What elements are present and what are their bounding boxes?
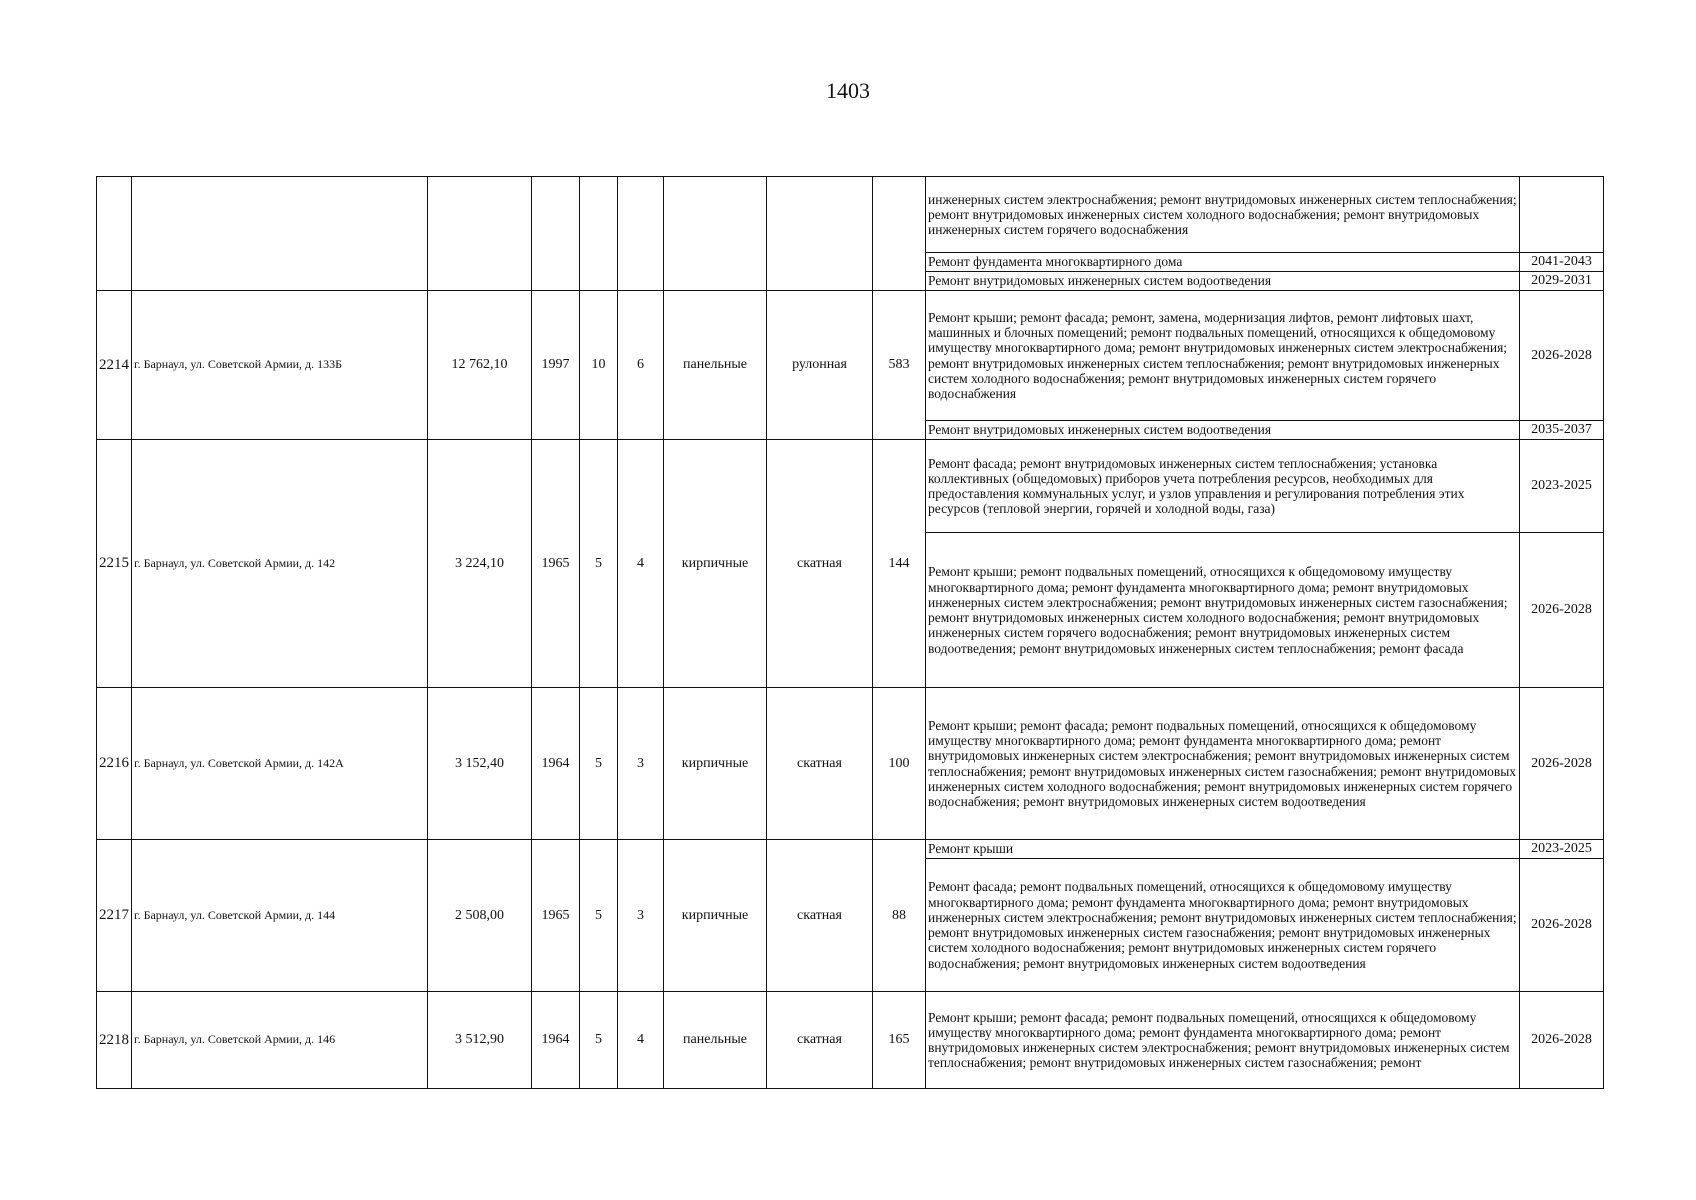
address-cell: г. Барнаул, ул. Советской Армии, д. 142	[132, 440, 428, 688]
row-number	[97, 177, 132, 291]
roof-cell: скатная	[767, 992, 873, 1089]
walls-cell: кирпичные	[664, 840, 767, 992]
work-period: 2026-2028	[1520, 533, 1604, 688]
work-description: Ремонт фундамента многоквартирного дома	[926, 253, 1520, 272]
floors-cell: 5	[580, 688, 618, 840]
year-cell: 1964	[532, 688, 580, 840]
year-cell: 1964	[532, 992, 580, 1089]
address-cell	[132, 177, 428, 291]
capital-repair-table	[96, 176, 1604, 1089]
table-row	[97, 992, 1604, 1089]
roof-cell: скатная	[767, 840, 873, 992]
entrances-cell: 6	[618, 291, 664, 440]
work-description: Ремонт крыши; ремонт подвальных помещений, относящихся к общедомовому имуществу многоквартирного дома; ремонт фундамента многоквартирного дома; ремонт внутридомовых инженерных систем электроснабжения; ремонт внутридомовых инженерных систем газоснабжения; ремонт внутридомовых инженерных систем холодного водоснабжения; ремонт внутридомовых инженерных систем горячего водоснабжения; ремонт внутридомовых инженерных систем водоотведения; ремонт внутридомовых инженерных систем теплоснабжения; ремонт фасада	[926, 533, 1520, 688]
year-cell	[532, 177, 580, 291]
work-period: 2026-2028	[1520, 291, 1604, 421]
table-row	[97, 291, 1604, 421]
work-description: инженерных систем электроснабжения; ремонт внутридомовых инженерных систем теплоснабжения; ремонт внутридомовых инженерных систем холодного водоснабжения; ремонт внутридомовых инженерных систем горячего водоснабжения	[926, 177, 1520, 253]
floors-cell	[580, 177, 618, 291]
work-period: 2041-2043	[1520, 253, 1604, 272]
work-period: 2026-2028	[1520, 859, 1604, 992]
area-cell: 3 512,90	[428, 992, 532, 1089]
row-number: 2215	[97, 440, 132, 688]
floors-cell: 10	[580, 291, 618, 440]
row-number: 2214	[97, 291, 132, 440]
table-row	[97, 840, 1604, 859]
entrances-cell: 3	[618, 840, 664, 992]
floors-cell: 5	[580, 840, 618, 992]
work-description: Ремонт внутридомовых инженерных систем водоотведения	[926, 272, 1520, 291]
residents-cell: 88	[873, 840, 926, 992]
entrances-cell: 3	[618, 688, 664, 840]
residents-cell: 165	[873, 992, 926, 1089]
walls-cell: кирпичные	[664, 688, 767, 840]
work-period	[1520, 177, 1604, 253]
table-row	[97, 440, 1604, 533]
year-cell: 1965	[532, 440, 580, 688]
work-description: Ремонт крыши; ремонт фасада; ремонт подвальных помещений, относящихся к общедомовому имуществу многоквартирного дома; ремонт фундамента многоквартирного дома; ремонт внутридомовых инженерных систем электроснабжения; ремонт внутридомовых инженерных систем теплоснабжения; ремонт внутридомовых инженерных систем газоснабжения; ремонт	[926, 992, 1520, 1089]
walls-cell: панельные	[664, 291, 767, 440]
row-number: 2218	[97, 992, 132, 1089]
work-description: Ремонт крыши	[926, 840, 1520, 859]
address-cell: г. Барнаул, ул. Советской Армии, д. 146	[132, 992, 428, 1089]
area-cell	[428, 177, 532, 291]
work-description: Ремонт крыши; ремонт фасада; ремонт подвальных помещений, относящихся к общедомовому имуществу многоквартирного дома; ремонт фундамента многоквартирного дома; ремонт внутридомовых инженерных систем электроснабжения; ремонт внутридомовых инженерных систем теплоснабжения; ремонт внутридомовых инженерных систем газоснабжения; ремонт внутридомовых инженерных систем холодного водоснабжения; ремонт внутридомовых инженерных систем горячего водоснабжения; ремонт внутридомовых инженерных систем водоотведения	[926, 688, 1520, 840]
work-description: Ремонт крыши; ремонт фасада; ремонт, замена, модернизация лифтов, ремонт лифтовых шахт, машинных и блочных помещений; ремонт подвальных помещений, относящихся к общедомовому имуществу многоквартирного дома; ремонт внутридомовых инженерных систем электроснабжения; ремонт внутридомовых инженерных систем теплоснабжения; ремонт внутридомовых инженерных систем холодного водоснабжения; ремонт внутридомовых инженерных систем горячего водоснабжения	[926, 291, 1520, 421]
address-cell: г. Барнаул, ул. Советской Армии, д. 142А	[132, 688, 428, 840]
table-row	[97, 688, 1604, 840]
floors-cell: 5	[580, 440, 618, 688]
work-description: Ремонт внутридомовых инженерных систем водоотведения	[926, 421, 1520, 440]
roof-cell: рулонная	[767, 291, 873, 440]
year-cell: 1997	[532, 291, 580, 440]
walls-cell: панельные	[664, 992, 767, 1089]
roof-cell: скатная	[767, 688, 873, 840]
work-period: 2026-2028	[1520, 688, 1604, 840]
walls-cell	[664, 177, 767, 291]
floors-cell: 5	[580, 992, 618, 1089]
roof-cell	[767, 177, 873, 291]
entrances-cell	[618, 177, 664, 291]
work-period: 2023-2025	[1520, 440, 1604, 533]
entrances-cell: 4	[618, 992, 664, 1089]
page-number: 1403	[826, 78, 870, 103]
residents-cell: 144	[873, 440, 926, 688]
row-number: 2216	[97, 688, 132, 840]
residents-cell	[873, 177, 926, 291]
area-cell: 3 152,40	[428, 688, 532, 840]
work-period: 2026-2028	[1520, 992, 1604, 1089]
residents-cell: 100	[873, 688, 926, 840]
entrances-cell: 4	[618, 440, 664, 688]
address-cell: г. Барнаул, ул. Советской Армии, д. 144	[132, 840, 428, 992]
work-period: 2029-2031	[1520, 272, 1604, 291]
year-cell: 1965	[532, 840, 580, 992]
work-period: 2035-2037	[1520, 421, 1604, 440]
address-cell: г. Барнаул, ул. Советской Армии, д. 133Б	[132, 291, 428, 440]
area-cell: 3 224,10	[428, 440, 532, 688]
residents-cell: 583	[873, 291, 926, 440]
work-description: Ремонт фасада; ремонт внутридомовых инженерных систем теплоснабжения; установка коллективных (общедомовых) приборов учета потребления ресурсов, необходимых для предоставления коммунальных услуг, и узлов управления и регулирования потребления этих ресурсов (тепловой энергии, горячей и холодной воды, газа)	[926, 440, 1520, 533]
work-period: 2023-2025	[1520, 840, 1604, 859]
area-cell: 2 508,00	[428, 840, 532, 992]
work-description: Ремонт фасада; ремонт подвальных помещений, относящихся к общедомовому имуществу многоквартирного дома; ремонт фундамента многоквартирного дома; ремонт внутридомовых инженерных систем электроснабжения; ремонт внутридомовых инженерных систем теплоснабжения; ремонт внутридомовых инженерных систем газоснабжения; ремонт внутридомовых инженерных систем холодного водоснабжения; ремонт внутридомовых инженерных систем горячего водоснабжения; ремонт внутридомовых инженерных систем водоотведения	[926, 859, 1520, 992]
walls-cell: кирпичные	[664, 440, 767, 688]
table-row	[97, 177, 1604, 253]
roof-cell: скатная	[767, 440, 873, 688]
area-cell: 12 762,10	[428, 291, 532, 440]
row-number: 2217	[97, 840, 132, 992]
